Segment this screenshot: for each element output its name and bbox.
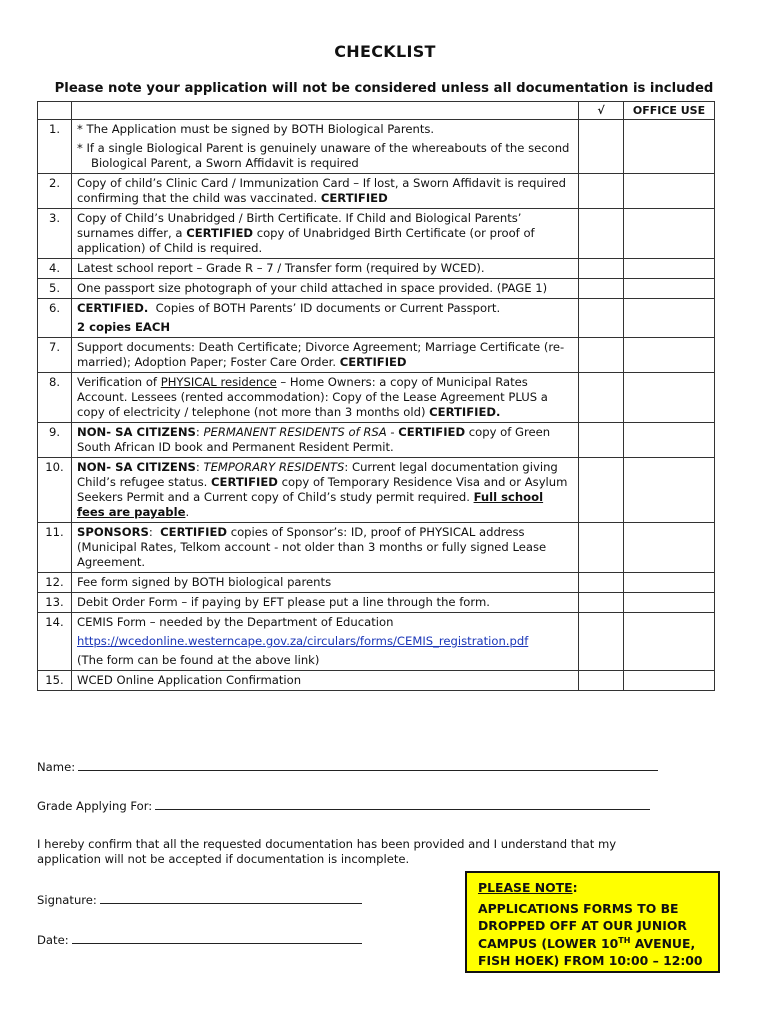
please-note-box: PLEASE NOTE: APPLICATIONS FORMS TO BE DROPPED OFF AT OUR JUNIOR CAMPUS (LOWER 10TH AVENUE, FISH HOEK) FROM 10:00 – 12:00 — [465, 871, 720, 973]
office-use-cell — [624, 458, 715, 523]
sponsors-label: SPONSORS — [77, 525, 149, 539]
fees-payable-note: Full school fees are payable — [77, 490, 544, 519]
check-cell[interactable] — [579, 338, 624, 373]
row-line: copy of Temporary Residence Visa and or Asylum Seekers Permit and a Current copy of Child’s study permit required. — [77, 475, 568, 504]
signature-label: Signature: — [37, 893, 97, 907]
check-cell[interactable] — [579, 174, 624, 209]
residency-type: TEMPORARY RESIDENTS — [203, 460, 345, 474]
check-cell[interactable] — [579, 120, 624, 174]
office-use-cell — [624, 174, 715, 209]
note-heading: PLEASE NOTE — [478, 880, 573, 895]
row-line: Verification of — [77, 375, 158, 389]
check-header: √ — [579, 102, 624, 120]
row-text: WCED Online Application Confirmation — [72, 671, 579, 691]
residency-type: PERMANENT RESIDENTS of RSA — [203, 425, 387, 439]
row-text: SPONSORS: CERTIFIED copies of Sponsor’s: ID, proof of PHYSICAL address (Municipal Rates, Telkom account - not older than 3 months or fully signed Lease Agreement. — [72, 523, 579, 573]
row-line: Copy of child’s Clinic Card / Immunization Card – If lost, a Sworn Affidavit is required confirming that the child was vaccinated. — [77, 176, 566, 205]
row-number: 5. — [38, 279, 72, 299]
row-text: Latest school report – Grade R – 7 / Transfer form (required by WCED). — [72, 259, 579, 279]
table-row — [38, 279, 715, 299]
office-use-cell — [624, 373, 715, 423]
row-text: One passport size photograph of your child attached in space provided. (PAGE 1) — [72, 279, 579, 299]
check-cell[interactable] — [579, 209, 624, 259]
row-line: copy of Unabridged Birth Certificate (or proof of application) of Child is required. — [77, 226, 535, 255]
check-cell[interactable] — [579, 671, 624, 691]
grade-label: Grade Applying For: — [37, 799, 153, 813]
certified-label: CERTIFIED — [320, 191, 388, 205]
row-text: NON- SA CITIZENS: PERMANENT RESIDENTS of RSA - CERTIFIED copy of Green South African ID book and Permanent Resident Permit. — [72, 423, 579, 458]
table-row — [38, 573, 715, 593]
certified-label: CERTIFIED — [398, 425, 466, 439]
office-use-cell — [624, 120, 715, 174]
row-line: CEMIS Form – needed by the Department of Education — [77, 615, 394, 629]
row-subline: * If a single Biological Parent is genuinely unaware of the whereabouts of the second Biological Parent, a Sworn Affidavit is required — [77, 141, 570, 170]
row-number: 6. — [38, 299, 72, 338]
table-row — [38, 338, 715, 373]
table-row — [38, 299, 715, 338]
certified-label: CERTIFIED — [186, 226, 254, 240]
note-line: AVENUE, FISH HOEK) FROM 10:00 – 12:00 — [478, 935, 703, 968]
office-use-cell — [624, 279, 715, 299]
name-line[interactable] — [78, 759, 658, 771]
cemis-form-link[interactable]: https://wcedonline.westerncape.gov.za/circulars/forms/CEMIS_registration.pdf — [77, 634, 529, 648]
signature-line[interactable] — [100, 892, 362, 904]
item-header — [72, 102, 579, 120]
grade-field — [37, 798, 650, 813]
row-number: 12. — [38, 573, 72, 593]
table-row — [38, 174, 715, 209]
date-line[interactable] — [72, 932, 362, 944]
office-use-cell — [624, 573, 715, 593]
row-text — [72, 338, 579, 373]
table-row — [38, 458, 715, 523]
table-row — [38, 593, 715, 613]
row-text — [72, 120, 579, 174]
page-subtitle: Please note your application will not be considered unless all documentation is included — [54, 81, 714, 96]
row-line: Copy of Child’s Unabridged / Birth Certificate. If Child and Biological Parents’ surnames differ, a — [77, 211, 522, 240]
row-number: 1. — [38, 120, 72, 174]
certified-label: CERTIFIED — [339, 355, 407, 369]
row-number: 14. — [38, 613, 72, 671]
row-number: 2. — [38, 174, 72, 209]
table-row — [38, 423, 715, 458]
date-field — [37, 932, 362, 947]
row-number: 13. — [38, 593, 72, 613]
certified-label: CERTIFIED — [211, 475, 278, 489]
check-cell[interactable] — [579, 279, 624, 299]
row-text: Fee form signed by BOTH biological parents — [72, 573, 579, 593]
physical-residence-label: PHYSICAL residence — [160, 375, 277, 389]
page-title: CHECKLIST — [334, 42, 436, 61]
check-cell[interactable] — [579, 458, 624, 523]
office-use-cell — [624, 209, 715, 259]
certified-label: CERTIFIED — [160, 525, 228, 539]
row-line: Copies of BOTH Parents’ ID documents or Current Passport. — [155, 301, 501, 315]
row-number: 7. — [38, 338, 72, 373]
check-cell[interactable] — [579, 423, 624, 458]
row-text — [72, 373, 579, 423]
row-line: Current legal documentation giving Child’s refugee status. — [77, 460, 558, 489]
row-line: copy of Green South African ID book and Permanent Resident Permit. — [77, 425, 551, 454]
date-label: Date: — [37, 933, 69, 947]
row-line: * The Application must be signed by BOTH Biological Parents. — [77, 122, 435, 136]
note-superscript: TH — [618, 935, 631, 945]
row-text — [72, 174, 579, 209]
office-use-cell — [624, 613, 715, 671]
row-text: NON- SA CITIZENS: TEMPORARY RESIDENTS: Current legal documentation giving Child’s refugee status. CERTIFIED copy of Temporary Residence Visa and or Asylum Seekers Permit and a Current copy of Child’s study permit required. Full school fees are payable. — [72, 458, 579, 523]
name-label: Name: — [37, 760, 76, 774]
table-row — [38, 259, 715, 279]
row-number: 10. — [38, 458, 72, 523]
confirmation-statement: I hereby confirm that all the requested documentation has been provided and I understand that my application will not be accepted if documentation is incomplete. — [37, 837, 617, 866]
check-cell[interactable] — [579, 299, 624, 338]
row-text — [72, 209, 579, 259]
grade-line[interactable] — [155, 798, 650, 810]
row-number: 8. — [38, 373, 72, 423]
office-use-cell — [624, 523, 715, 573]
table-header-row — [38, 102, 715, 120]
row-text — [72, 299, 579, 338]
check-cell[interactable] — [579, 373, 624, 423]
table-row — [38, 613, 715, 671]
row-number: 11. — [38, 523, 72, 573]
office-use-cell — [624, 299, 715, 338]
table-row — [38, 373, 715, 423]
certified-label: CERTIFIED. — [429, 405, 501, 419]
non-sa-label: NON- SA CITIZENS — [77, 460, 196, 474]
row-line: copies of Sponsor’s: ID, proof of PHYSICAL address (Municipal Rates, Telkom account - not older than 3 months or fully signed Lease Agreement. — [77, 525, 547, 569]
office-use-cell — [624, 423, 715, 458]
row-text — [72, 613, 579, 671]
table-row — [38, 671, 715, 691]
row-number: 3. — [38, 209, 72, 259]
office-use-cell — [624, 593, 715, 613]
row-line: (The form can be found at the above link) — [77, 653, 320, 667]
table-row — [38, 120, 715, 174]
num-header — [38, 102, 72, 120]
non-sa-label: NON- SA CITIZENS — [77, 425, 196, 439]
office-use-cell — [624, 338, 715, 373]
office-use-cell — [624, 259, 715, 279]
table-row — [38, 523, 715, 573]
check-cell[interactable] — [579, 259, 624, 279]
copies-note: 2 copies EACH — [77, 320, 171, 334]
certified-label: CERTIFIED. — [77, 301, 149, 315]
checklist-table — [37, 101, 715, 691]
check-cell[interactable] — [579, 593, 624, 613]
note-line: APPLICATIONS FORMS TO BE DROPPED OFF AT OUR JUNIOR CAMPUS (LOWER 10 — [478, 900, 687, 951]
row-line: – Home Owners: a copy of Municipal Rates Account. Lessees (rented accommodation): Copy of the Lease Agreement PLUS a copy of electricity / telephone (not more than 3 months old) — [77, 375, 548, 419]
signature-field — [37, 892, 362, 907]
row-text: Debit Order Form – if paying by EFT please put a line through the form. — [72, 593, 579, 613]
check-cell[interactable] — [579, 523, 624, 573]
table-row — [38, 209, 715, 259]
check-cell[interactable] — [579, 573, 624, 593]
office-use-header: OFFICE USE — [624, 102, 715, 120]
row-number: 9. — [38, 423, 72, 458]
office-use-cell — [624, 671, 715, 691]
check-cell[interactable] — [579, 613, 624, 671]
row-line: Support documents: Death Certificate; Divorce Agreement; Marriage Certificate (re-married); Adoption Paper; Foster Care Order. — [77, 340, 565, 369]
row-number: 4. — [38, 259, 72, 279]
name-field — [37, 759, 658, 774]
row-number: 15. — [38, 671, 72, 691]
